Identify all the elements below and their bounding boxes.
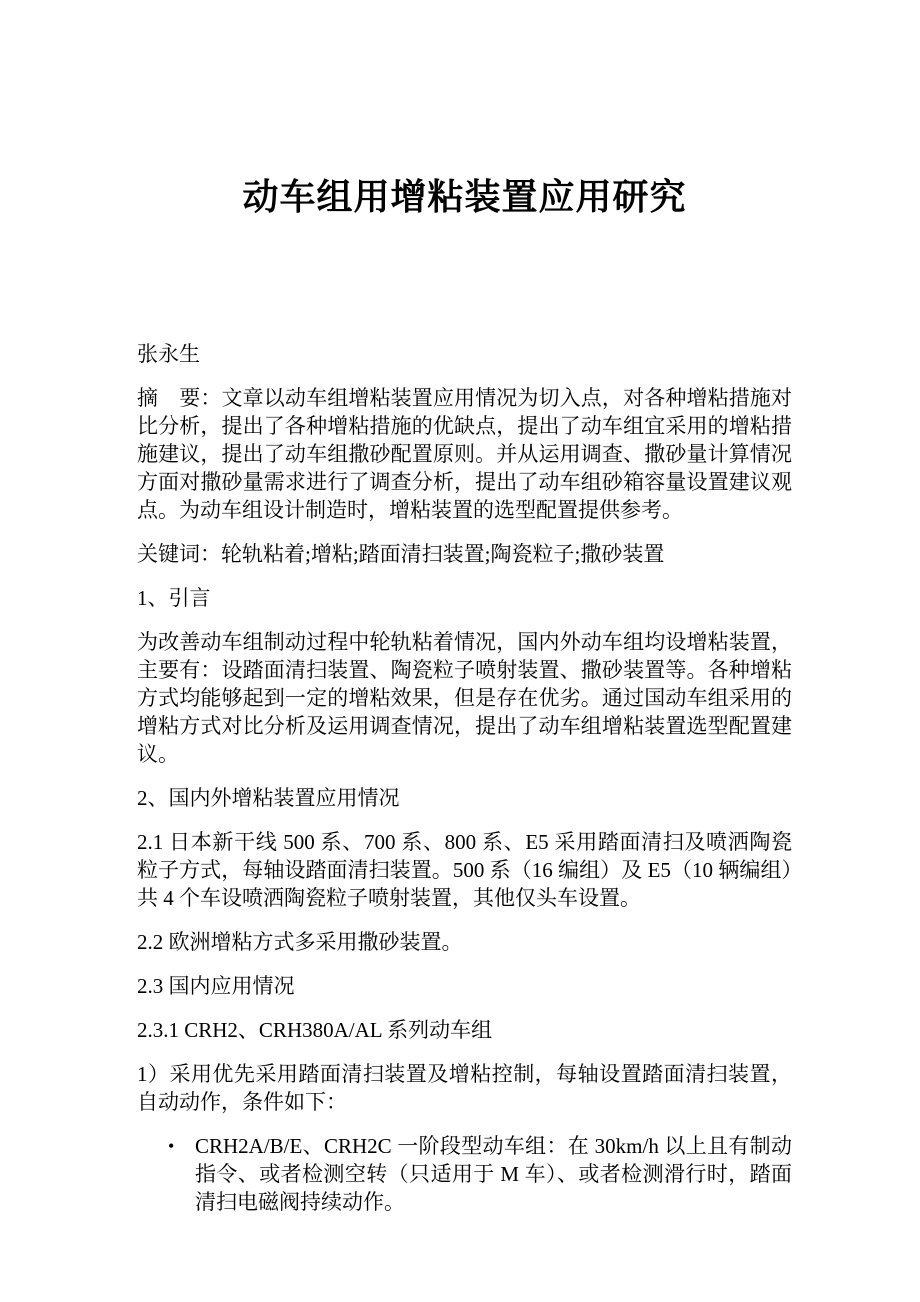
list-item: • CRH2A/B/E、CRH2C 一阶段型动车组：在 30km/h 以上且有制动指令、或者检测空转（只适用于 M 车）、或者检测滑行时，踏面清扫电磁阀持续动作。 xyxy=(195,1132,792,1216)
section-1-heading: 1、引言 xyxy=(137,586,211,610)
document-title: 动车组用增粘装置应用研究 xyxy=(242,177,687,217)
section-1-paragraph: 为改善动车组制动过程中轮轨粘着情况，国内外动车组均设增粘装置，主要有：设踏面清扫装置、陶瓷粒子喷射装置、撒砂装置等。各种增粘方式均能够起到一定的增粘效果，但是存在优劣。通过国动车组采用的增粘方式对比分析及运用调查情况，提出了动车组增粘装置选型配置建议。 xyxy=(137,630,792,766)
section-2-heading: 2、国内外增粘装置应用情况 xyxy=(137,786,400,810)
bullet-list xyxy=(137,1132,792,1216)
section-2-2-paragraph: 2.2 欧洲增粘方式多采用撒砂装置。 xyxy=(137,930,463,954)
section-2-3-heading: 2.3 国内应用情况 xyxy=(137,974,295,998)
keywords-line: 关键词：轮轨粘着;增粘;踏面清扫装置;陶瓷粒子;撒砂装置 xyxy=(137,542,665,566)
section-2-3-1-condition-paragraph: 1）采用优先采用踏面清扫装置及增粘控制，每轴设置踏面清扫装置，自动动作，条件如下： xyxy=(137,1062,792,1114)
section-2-3-1-heading: 2.3.1 CRH2、CRH380A/AL 系列动车组 xyxy=(137,1018,493,1042)
abstract-paragraph: 摘 要：文章以动车组增粘装置应用情况为切入点，对各种增粘措施对比分析，提出了各种增粘措施的优缺点，提出了动车组宜采用的增粘措施建议，提出了动车组撒砂配置原则。并从运用调查、撒砂量计算情况方面对撒砂量需求进行了调查分析，提出了动车组砂箱容量设置建议观点。为动车组设计制造时，增粘装置的选型配置提供参考。 xyxy=(137,386,792,522)
author: 张永生 xyxy=(137,342,200,366)
section-2-1-paragraph: 2.1 日本新干线 500 系、700 系、800 系、E5 采用踏面清扫及喷洒陶瓷粒子方式，每轴设踏面清扫装置。500 系（16 编组）及 E5（10 辆编组）共 4 个车设喷洒陶瓷粒子喷射装置，其他仅头车设置。 xyxy=(137,830,792,910)
